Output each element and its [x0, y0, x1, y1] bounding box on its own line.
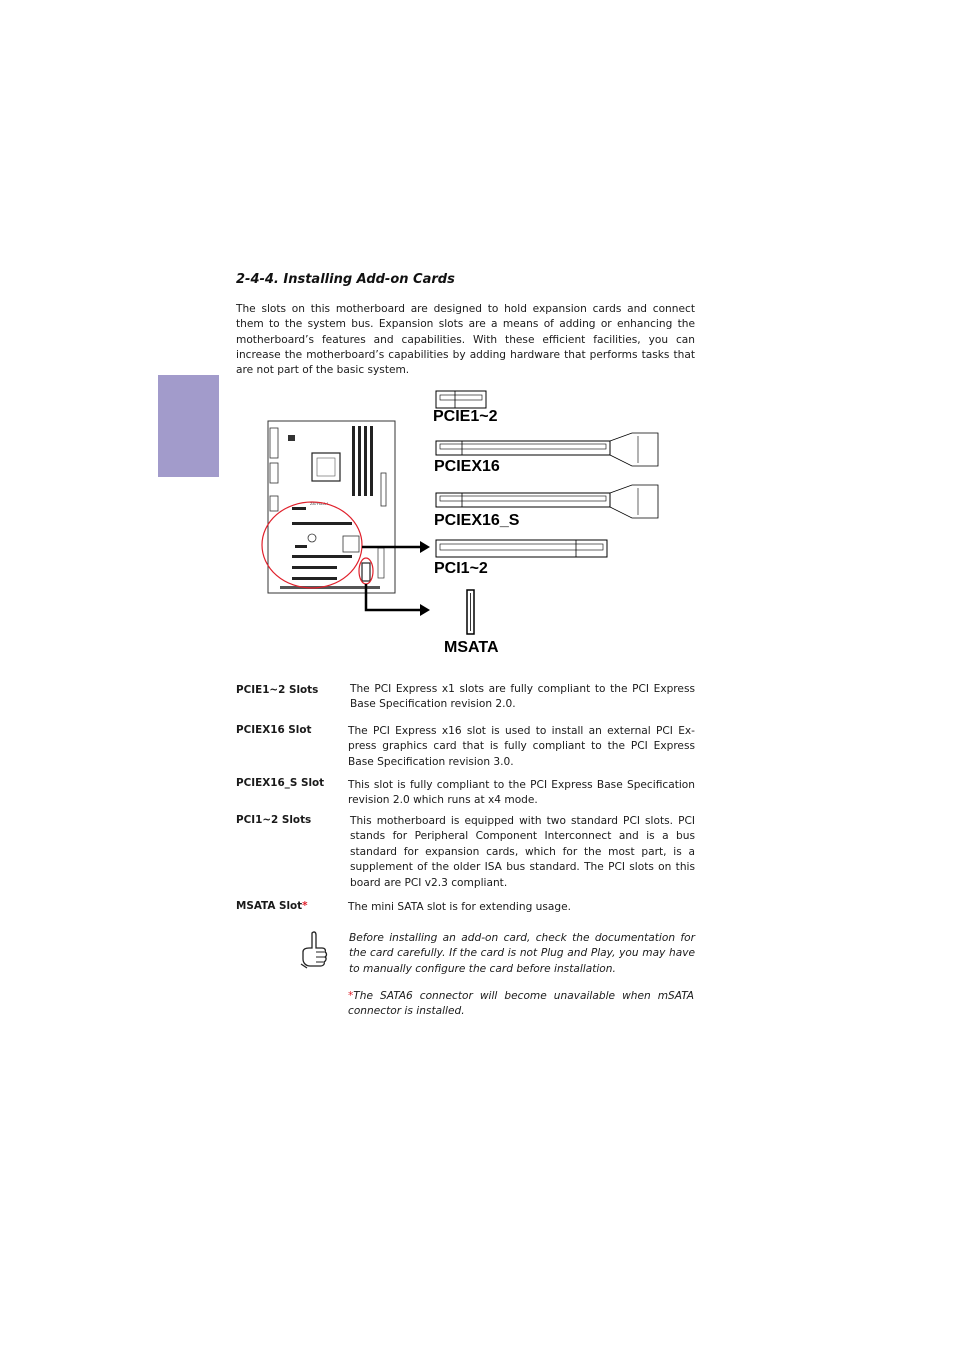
slot-term-msata	[236, 900, 308, 912]
slot-desc-msata: The mini SATA slot is for extending usage.	[348, 901, 571, 913]
pointing-hand-icon	[298, 930, 332, 970]
slot-desc-pcie1-2: The PCI Express x1 slots are fully compliant to the PCI Express Base Specification revision 2.0.	[350, 683, 695, 711]
caution-note: Before installing an add-on card, check the documentation for the card carefully. If the card is not Plug and Play, you may have to manually configure the card before installation.	[349, 932, 695, 975]
chapter-side-tab	[158, 375, 219, 477]
footnote-asterisk: *	[348, 990, 354, 1002]
dimm-slot	[370, 426, 373, 496]
asterisk-mark: *	[302, 900, 308, 912]
pci-slot-drawing	[436, 540, 607, 557]
slot-desc-pci1-2: This motherboard is equipped with two standard PCI slots. PCI stands for Peripheral Component Interconnect and is a bus standard for expansion cards, which for the most part, is a supplement of the older ISA bus standard. The PCI slots on this board are PCI v2.3 compliant.	[350, 815, 695, 889]
slot-term-pciex16-s: PCIEX16_S Slot	[236, 777, 325, 789]
slot-desc-pciex16-s: This slot is fully compliant to the PCI Express Base Specification revision 2.0 which runs at x4 mode.	[348, 779, 695, 807]
slot-term-msata-text: MSATA Slot	[236, 900, 303, 912]
label-pciex16-s: PCIEX16_S	[434, 512, 520, 529]
expansion-slots-figure	[260, 388, 670, 663]
slot-term-pci1-2: PCI1~2 Slots	[236, 814, 312, 826]
pcie-x1-slot-drawing	[436, 391, 486, 408]
cpu-socket	[312, 453, 340, 481]
label-msata: MSATA	[444, 639, 499, 656]
label-pci1-2: PCI1~2	[434, 560, 488, 577]
section-intro: The slots on this motherboard are designed to hold expansion cards and connect them to the system bus. Expansion slots are a means of adding or enhancing the motherboard’s features and capabilities. With these efficient facilities, you can increase the motherboard’s capabilities by adding hardware that performs tasks that are not part of the basic system.	[236, 303, 695, 377]
slot-term-pciex16: PCIEX16 Slot	[236, 724, 312, 736]
slot-term-pcie1-2: PCIE1~2 Slots	[236, 684, 319, 696]
dimm-slot	[358, 426, 361, 496]
board-model: Z87H3-A4	[310, 501, 329, 506]
dimm-slot	[364, 426, 367, 496]
label-pciex16: PCIEX16	[434, 458, 500, 475]
footnote-text: The SATA6 connector will become unavailable when mSATA connector is installed.	[348, 990, 694, 1018]
section-title: 2-4-4. Installing Add-on Cards	[236, 272, 455, 287]
dimm-slot	[352, 426, 355, 496]
slot-desc-pciex16: The PCI Express x16 slot is used to install an external PCI Ex-press graphics card that is fully compliant to the PCI Express Base Specification revision 3.0.	[348, 725, 695, 768]
label-pcie1-2: PCIE1~2	[433, 408, 498, 425]
footnote	[348, 989, 694, 1020]
